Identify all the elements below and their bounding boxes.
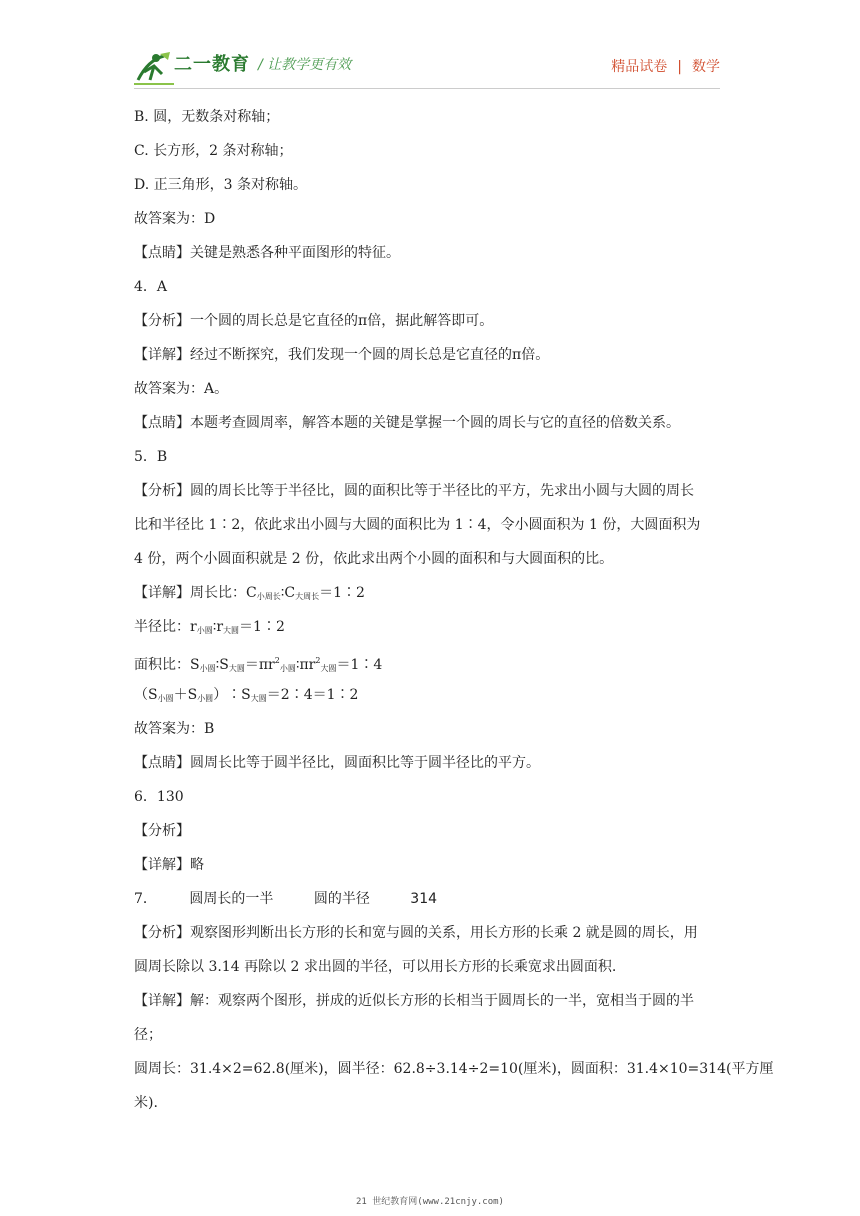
tag-subject: 数学 [692, 59, 720, 75]
text-line: B. 圆，无数条对称轴； [134, 109, 280, 125]
formula-area-ratio [134, 651, 382, 679]
formula-sum-ratio [134, 685, 358, 709]
formula-part: ＝1∶2 [319, 585, 365, 601]
formula-part: ∶C [280, 585, 296, 601]
formula-part: ）∶S [213, 687, 251, 703]
page-header [134, 44, 720, 88]
formula-part: ∶S [215, 657, 229, 673]
answer-blank-3: 314 [410, 891, 438, 907]
formula-part: ∶r [212, 619, 224, 635]
text-line: 圆周长除以 3.14 再除以 2 求出圆的半径，可以用长方形的长乘宽求出圆面积. [134, 959, 617, 975]
text-line: 径； [134, 1027, 162, 1043]
header-tags [611, 56, 720, 76]
text-line: 【分析】一个圆的周长总是它直径的π倍，据此解答即可。 [134, 313, 494, 329]
text-line: 故答案为：A。 [134, 381, 229, 397]
formula-part: ∶πr [295, 657, 316, 673]
text-line: 故答案为：D [134, 211, 216, 227]
formula-part: 面积比：S [134, 657, 200, 673]
subscript: 小圆 [196, 626, 213, 635]
formula-radius-ratio [134, 617, 285, 641]
text-line: 圆周长：31.4×2=62.8(厘米)，圆半径：62.8÷3.14÷2=10(厘米)，圆面积：31.4×10=314(平方厘 [134, 1061, 774, 1077]
brand-slogan: / 让教学更有效 [258, 57, 352, 73]
text-line: C. 长方形，2 条对称轴； [134, 143, 293, 159]
formula-part: ＝πr [244, 657, 275, 673]
subscript: 小圆 [197, 694, 214, 703]
answer-blank-2: 圆的半径 [313, 891, 370, 907]
text-line: 【详解】略 [134, 857, 204, 873]
subscript: 大圆 [223, 626, 240, 635]
formula-part: ＝1∶4 [336, 657, 383, 673]
formula-part: ＝2∶4＝1∶2 [266, 687, 359, 703]
text-line: 6．130 [134, 789, 184, 805]
header-divider [134, 88, 720, 89]
text-line: 【分析】 [134, 823, 190, 839]
subscript: 大圆 [320, 664, 337, 673]
subscript: 小圆 [279, 664, 296, 673]
formula-part: 【详解】周长比：C [134, 585, 257, 601]
answer-line-7 [134, 889, 437, 909]
formula-part: （S [134, 687, 158, 703]
subscript: 小圆 [157, 694, 174, 703]
text-line: 比和半径比 1∶2，依此求出小圆与大圆的面积比为 1∶4，令小圆面积为 1 份，大圆面积为 [134, 517, 701, 533]
text-line: 【详解】解：观察两个图形，拼成的近似长方形的长相当于圆周长的一半，宽相当于圆的半 [134, 993, 694, 1009]
text-line: D. 正三角形，3 条对称轴。 [134, 177, 307, 193]
text-line: 【点睛】本题考查圆周率，解答本题的关键是掌握一个圆的周长与它的直径的倍数关系。 [134, 415, 680, 431]
tag-paper: 精品试卷 [611, 59, 668, 75]
text-line: 故答案为：B [134, 721, 215, 737]
tag-separator: | [677, 59, 682, 75]
text-line: 【详解】经过不断探究，我们发现一个圆的周长总是它直径的π倍。 [134, 347, 550, 363]
superscript: 2 [274, 656, 280, 665]
formula-perimeter-ratio [134, 583, 365, 607]
superscript: 2 [315, 656, 321, 665]
question-number: 7． [134, 891, 157, 907]
formula-part: ＋S [173, 687, 198, 703]
subscript: 小圆 [199, 664, 216, 673]
text-line: 4．A [134, 279, 168, 295]
answer-blank-1: 圆周长的一半 [189, 891, 274, 907]
text-line: 【点睛】圆周长比等于圆半径比，圆面积比等于圆半径比的平方。 [134, 755, 540, 771]
text-line: 4 份，两个小圆面积就是 2 份，依此求出两个小圆的面积和与大圆面积的比。 [134, 551, 614, 567]
subscript: 大周长 [295, 592, 320, 601]
formula-part: 半径比：r [134, 619, 197, 635]
subscript: 小周长 [256, 592, 281, 601]
subscript: 大圆 [250, 694, 267, 703]
text-line: 5．B [134, 449, 168, 465]
text-line: 【分析】圆的周长比等于半径比，圆的面积比等于半径比的平方，先求出小圆与大圆的周长 [134, 483, 694, 499]
brand-name: 二一教育 [174, 54, 250, 75]
text-line: 米). [134, 1095, 158, 1111]
formula-part: ＝1∶2 [239, 619, 285, 635]
page-footer: 21 世纪教育网(www.21cnjy.com) [356, 1197, 504, 1207]
text-line: 【点睛】关键是熟悉各种平面图形的特征。 [134, 245, 400, 261]
text-line: 【分析】观察图形判断出长方形的长和宽与圆的关系，用长方形的长乘 2 就是圆的周长，用 [134, 925, 698, 941]
subscript: 大圆 [228, 664, 245, 673]
